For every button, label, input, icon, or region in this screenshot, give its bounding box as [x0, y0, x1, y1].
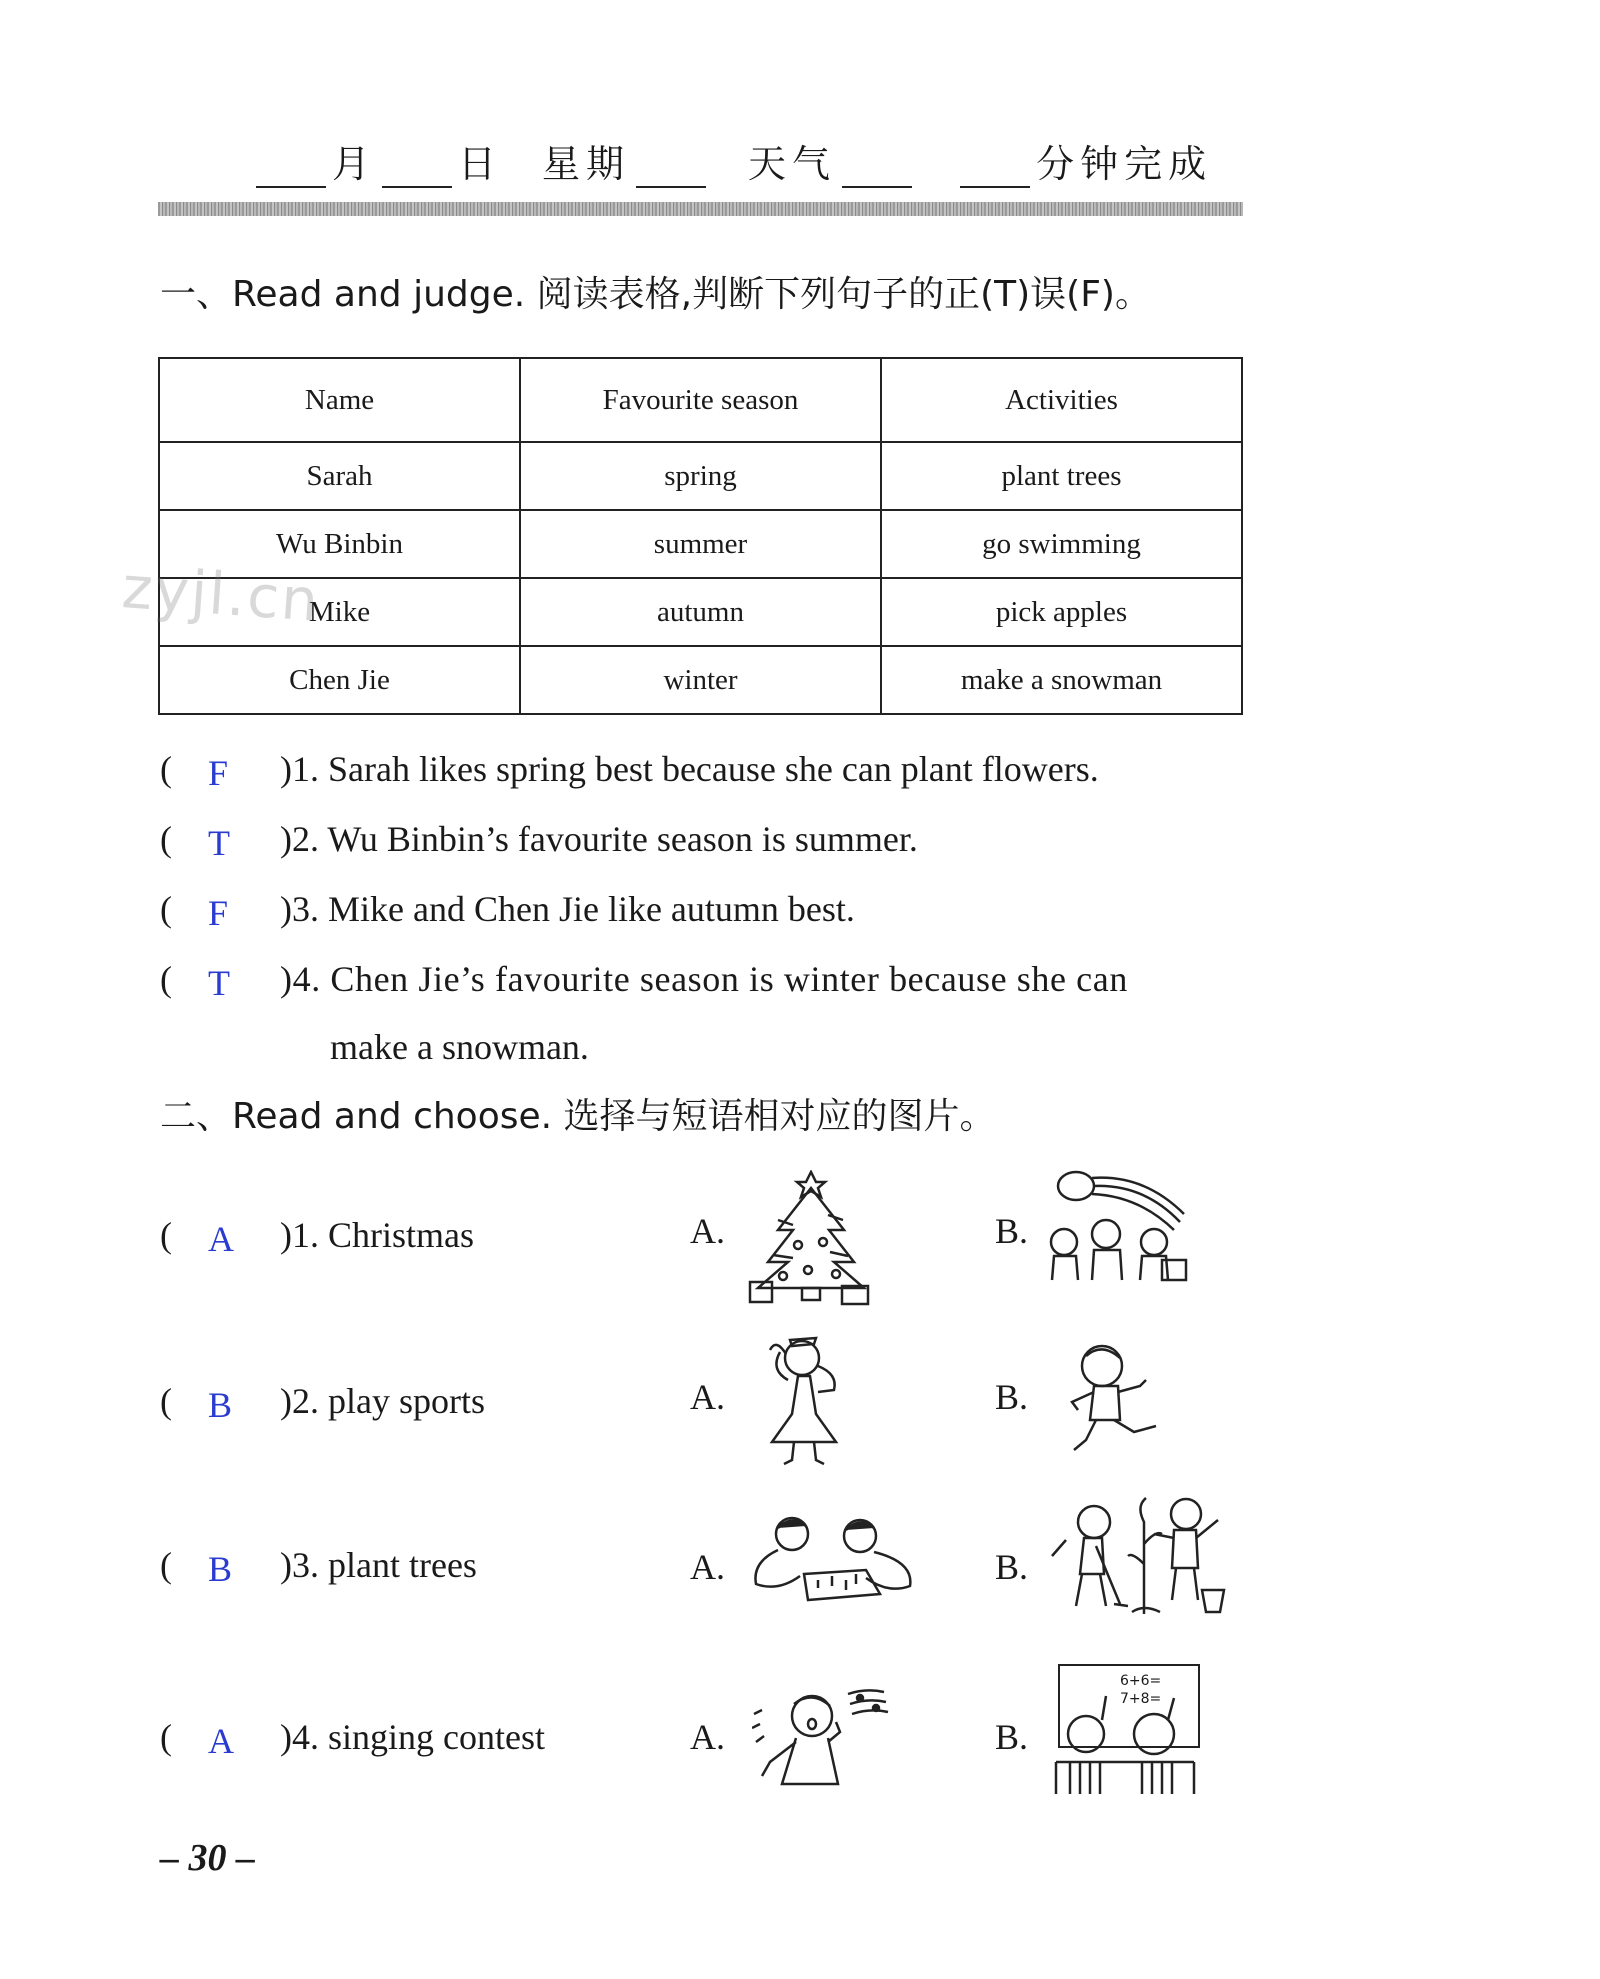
page-number: – 30 – — [160, 1837, 255, 1879]
table-cell: autumn — [520, 578, 881, 646]
choose-item-3: ( B )3. plant trees — [160, 1545, 477, 1589]
choose-item-2: ( B )2. play sports — [160, 1381, 485, 1425]
option-b-label: B. — [995, 1547, 1029, 1587]
watermark: zyjl.cn — [119, 553, 323, 635]
month-blank[interactable] — [256, 140, 326, 188]
month-label: 月 — [332, 142, 377, 186]
table-cell: Wu Binbin — [159, 510, 520, 578]
table-header-row — [159, 358, 1242, 442]
item-text: )2. play sports — [280, 1381, 485, 1421]
choose-item-4: ( A )4. singing contest — [160, 1717, 545, 1761]
judge-question-1: ( F )1. Sarah likes spring best because she can plant flowers. — [160, 749, 1099, 793]
table-cell: summer — [520, 510, 881, 578]
answer-mark[interactable]: F — [208, 753, 229, 793]
weekday-label: 星期 — [542, 142, 631, 186]
question-text: )3. Mike and Chen Jie like autumn best. — [280, 889, 855, 929]
answer-mark[interactable]: A — [208, 1219, 234, 1259]
boy-running-picture[interactable] — [1064, 1340, 1164, 1462]
date-header — [250, 128, 1212, 188]
table-header-cell: Name — [159, 358, 520, 442]
boy-singing-picture[interactable] — [752, 1680, 892, 1796]
question-text: )2. Wu Binbin’s favourite season is summer. — [280, 819, 918, 859]
christmas-tree-picture[interactable] — [748, 1170, 874, 1306]
children-celebrating-picture[interactable] — [1044, 1164, 1194, 1284]
answer-mark[interactable]: B — [208, 1549, 233, 1589]
weekday-blank[interactable] — [636, 140, 706, 188]
day-blank[interactable] — [382, 140, 452, 188]
weather-blank[interactable] — [842, 140, 912, 188]
answer-mark[interactable]: T — [208, 963, 231, 1003]
table-header-cell: Activities — [881, 358, 1242, 442]
minutes-blank[interactable] — [960, 140, 1030, 188]
judge-question-3: ( F )3. Mike and Chen Jie like autumn best. — [160, 889, 855, 933]
option-b-label: B. — [995, 1211, 1029, 1251]
item-text: )1. Christmas — [280, 1215, 474, 1255]
option-b-label: B. — [995, 1717, 1029, 1757]
board-line: 6+6= — [1120, 1673, 1162, 1689]
table-cell: Sarah — [159, 442, 520, 510]
section-2-title: 二、Read and choose. 选择与短语相对应的图片。 — [160, 1096, 996, 1137]
children-planting-tree-picture[interactable] — [1036, 1494, 1228, 1618]
question-text: )4. Chen Jie’s favourite season is winter because she can — [280, 959, 1128, 999]
judge-question-2: ( T )2. Wu Binbin’s favourite season is summer. — [160, 819, 918, 863]
children-at-blackboard-picture[interactable] — [1050, 1690, 1200, 1796]
minutes-label: 分钟完成 — [1036, 142, 1213, 186]
judge-question-4: ( T )4. Chen Jie’s favourite season is winter because she can — [160, 959, 1128, 1003]
option-a-label: A. — [690, 1377, 725, 1417]
answer-mark[interactable]: A — [208, 1721, 234, 1761]
table-cell: make a snowman — [881, 646, 1242, 714]
answer-mark[interactable]: T — [208, 823, 230, 863]
table-header-cell: Favourite season — [520, 358, 881, 442]
table-row — [159, 442, 1242, 510]
judge-question-4-continuation: make a snowman. — [330, 1027, 589, 1067]
header-divider — [158, 202, 1243, 216]
question-text: )1. Sarah likes spring best because she can plant flowers. — [280, 749, 1099, 789]
table-cell: Mike — [159, 578, 520, 646]
girl-dancing-picture[interactable] — [758, 1330, 854, 1470]
boys-playing-chess-picture[interactable] — [748, 1510, 920, 1606]
table-cell: Chen Jie — [159, 646, 520, 714]
table-row — [159, 578, 1242, 646]
choose-item-1: ( A )1. Christmas — [160, 1215, 474, 1259]
option-b-label: B. — [995, 1377, 1029, 1417]
option-a-label: A. — [690, 1211, 725, 1251]
table-cell: pick apples — [881, 578, 1242, 646]
section-1-title: 一、Read and judge. 阅读表格,判断下列句子的正(T)误(F)。 — [160, 274, 1151, 315]
answer-mark[interactable]: F — [208, 893, 229, 933]
table-cell: winter — [520, 646, 881, 714]
table-cell: plant trees — [881, 442, 1242, 510]
season-table — [158, 357, 1243, 715]
day-label: 日 — [458, 142, 503, 186]
item-text: )4. singing contest — [280, 1717, 545, 1757]
table-cell: spring — [520, 442, 881, 510]
answer-mark[interactable]: B — [208, 1385, 233, 1425]
item-text: )3. plant trees — [280, 1545, 477, 1585]
table-row — [159, 646, 1242, 714]
board-line: 7+8= — [1120, 1691, 1162, 1707]
table-cell: go swimming — [881, 510, 1242, 578]
option-a-label: A. — [690, 1547, 725, 1587]
option-a-label: A. — [690, 1717, 725, 1757]
weather-label: 天气 — [748, 142, 837, 186]
